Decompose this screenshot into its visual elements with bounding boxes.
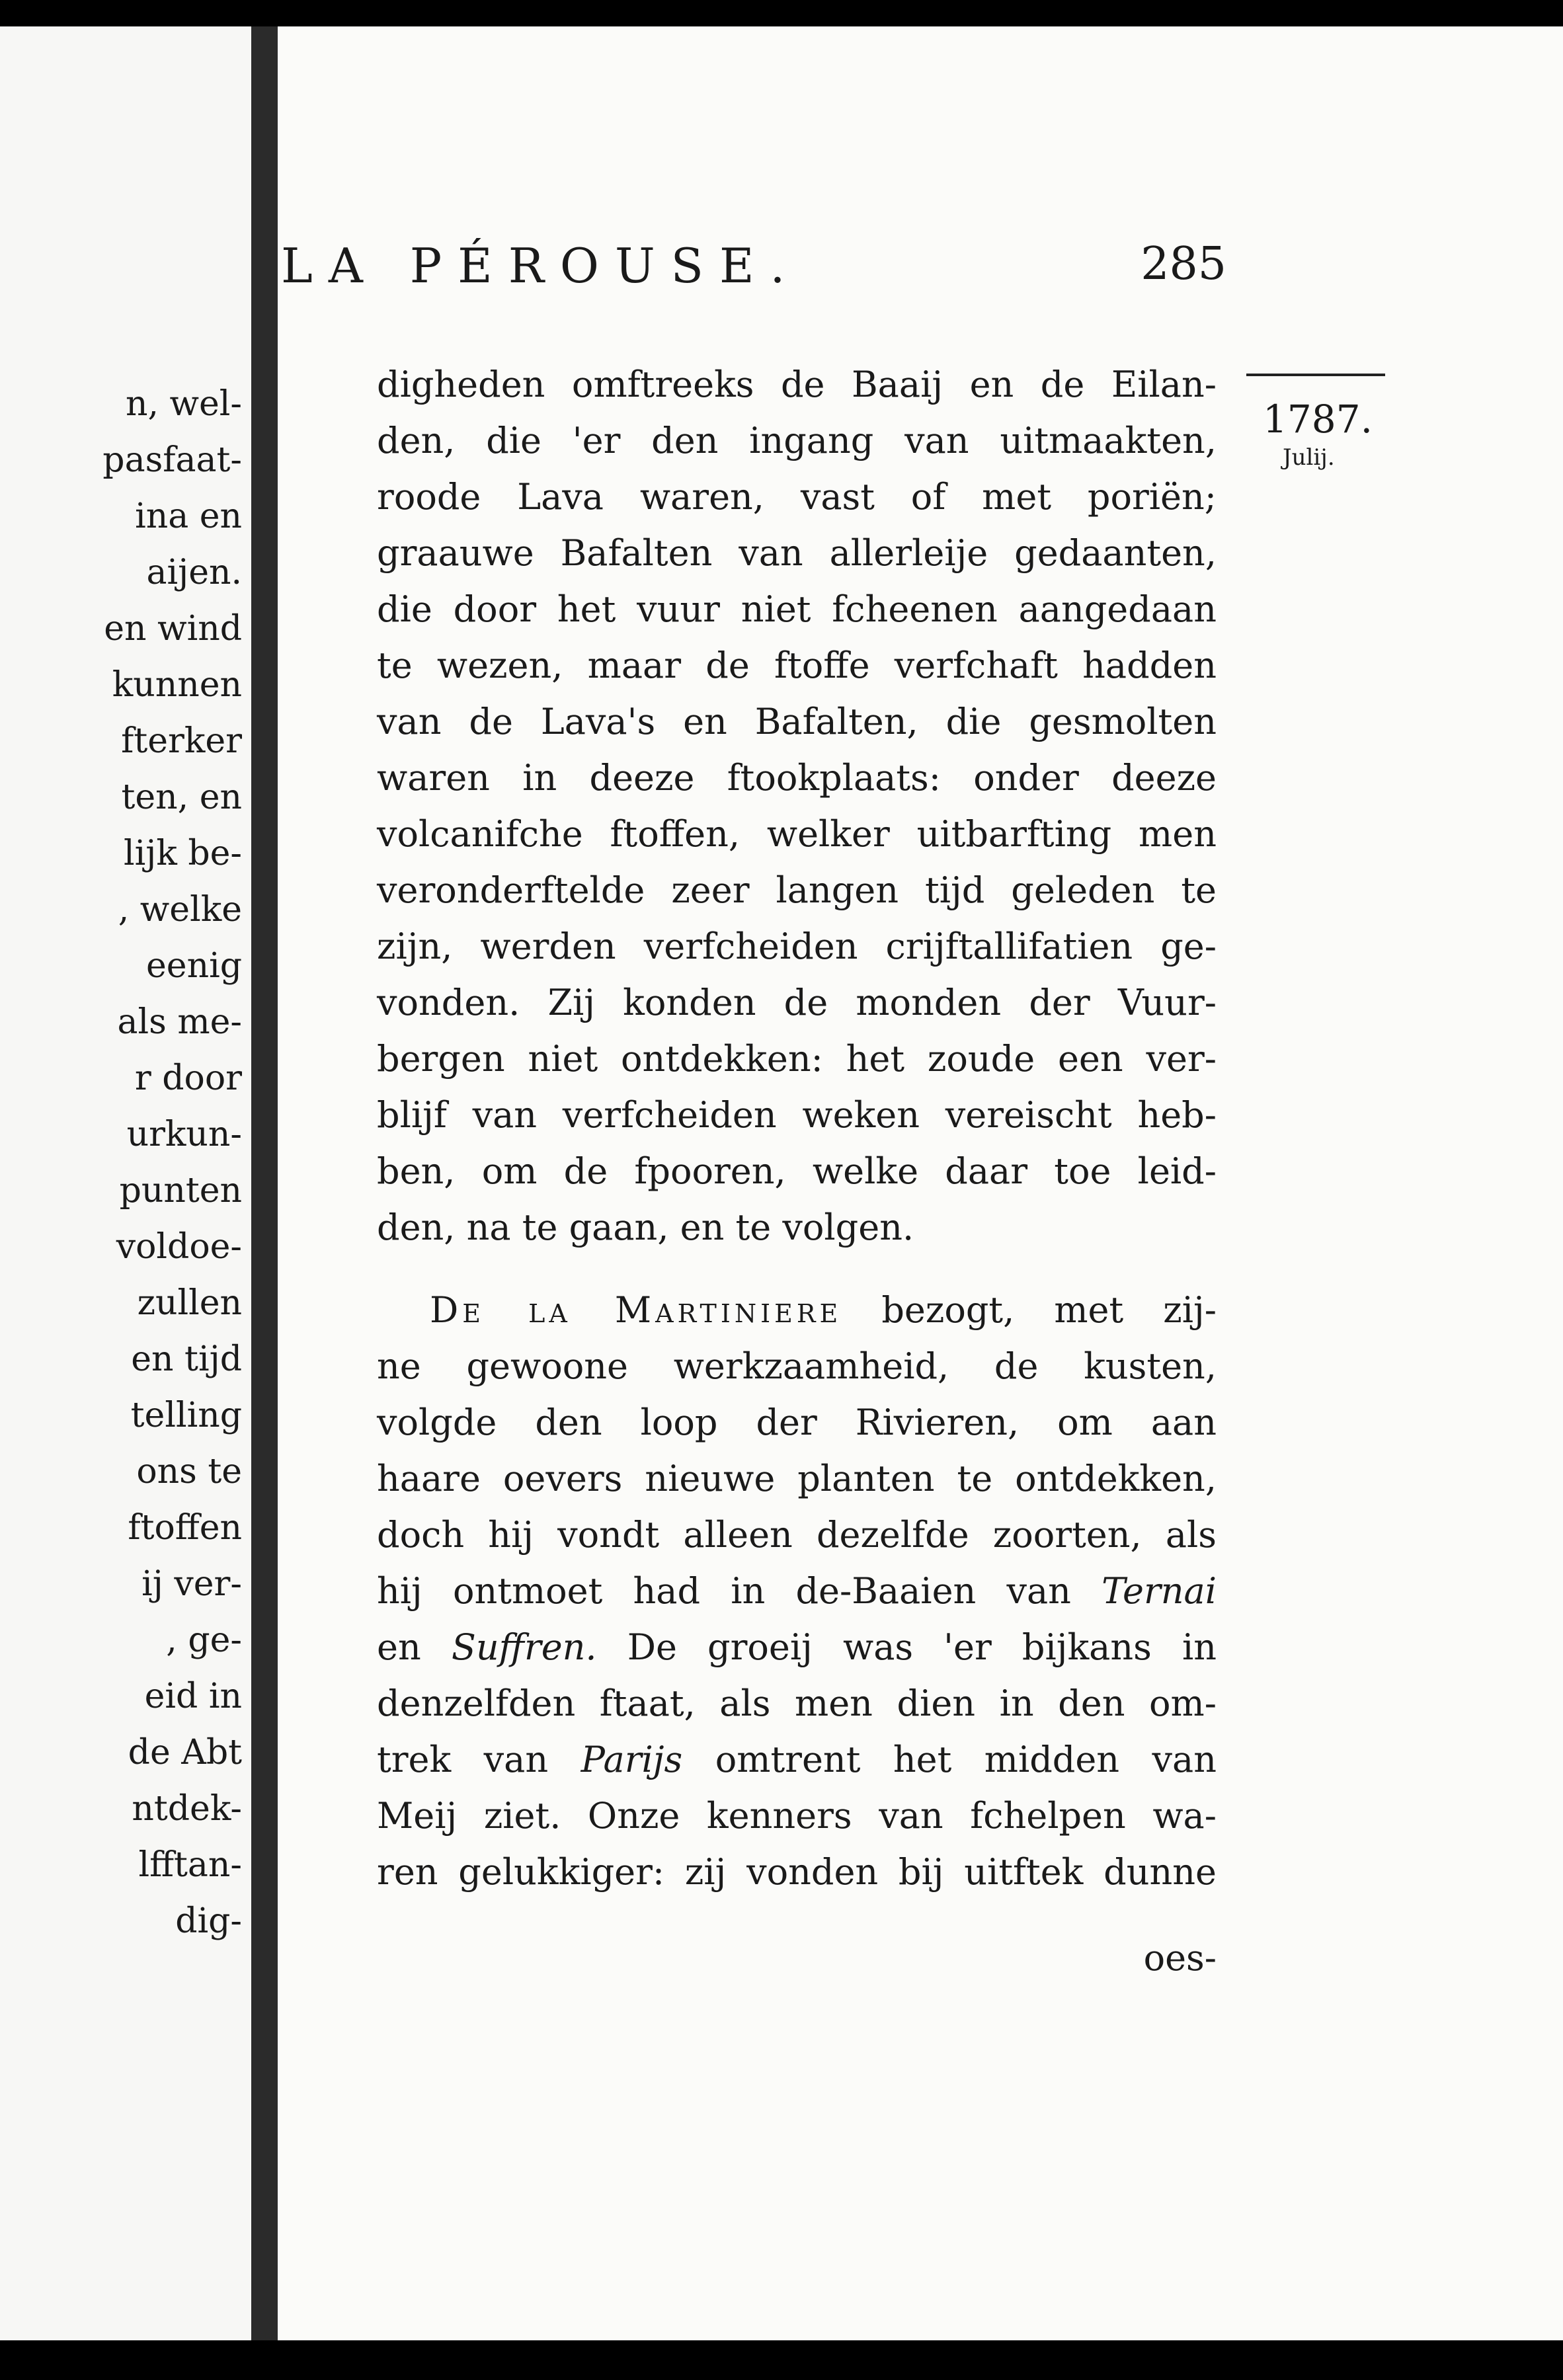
fragment-line: en tijd xyxy=(131,1339,242,1379)
fragment-line: , welke xyxy=(118,890,242,930)
text-line: Meij ziet. Onze kenners van fchelpen wa- xyxy=(377,1795,1217,1837)
fragment-line: aijen. xyxy=(146,553,242,592)
text-line: haare oevers nieuwe planten te ontdekken, xyxy=(377,1458,1217,1499)
text-line xyxy=(377,1739,1217,1780)
fragment-line: en wind xyxy=(104,609,242,649)
previous-page-fragment xyxy=(0,26,251,2340)
fragment-line: pasfaat- xyxy=(102,440,242,480)
fragment-line: kunnen xyxy=(112,665,242,705)
scan-border xyxy=(0,2340,1563,2380)
text-span: en xyxy=(377,1626,421,1668)
text-line: den, na te gaan, en te volgen. xyxy=(377,1207,914,1248)
text-line: ben, om de fpooren, welke daar toe leid- xyxy=(377,1150,1217,1192)
text-line: doch hij vondt alleen dezelfde zoorten, als xyxy=(377,1514,1217,1556)
place-name: Ternai xyxy=(1102,1570,1217,1612)
page-number: 285 xyxy=(1141,238,1226,290)
fragment-line: lijk be- xyxy=(123,834,242,873)
running-head: LA PÉROUSE. xyxy=(281,238,801,294)
text-line: den, die 'er den ingang van uitmaakten, xyxy=(377,420,1217,461)
fragment-line: urkun- xyxy=(126,1115,242,1154)
text-line: volcanifche ftoffen, welker uitbarfting men xyxy=(377,813,1217,855)
fragment-line: fterker xyxy=(121,721,242,761)
text-span: bezogt, met zij- xyxy=(881,1289,1217,1331)
text-span: De groeij was 'er bijkans in xyxy=(627,1626,1217,1668)
book-gutter xyxy=(251,26,278,2340)
fragment-line: n, wel- xyxy=(125,384,242,424)
text-line: denzelfden ftaat, als men dien in den om- xyxy=(377,1683,1217,1724)
text-span: trek van xyxy=(377,1739,549,1780)
text-line: waren in deeze ftookplaats: onder deeze xyxy=(377,757,1217,799)
page-header xyxy=(281,238,1226,317)
fragment-line: voldoe- xyxy=(116,1227,242,1267)
text-line: veronderftelde zeer langen tijd geleden te xyxy=(377,869,1217,911)
person-name: De la Martiniere xyxy=(430,1289,842,1331)
text-line: vonden. Zij konden de monden der Vuur- xyxy=(377,982,1217,1023)
text-line: bergen niet ontdekken: het zoude een ver- xyxy=(377,1038,1217,1080)
fragment-line: telling xyxy=(130,1396,242,1435)
fragment-line: r door xyxy=(134,1058,242,1098)
catchword: oes- xyxy=(1143,1937,1217,1979)
text-line xyxy=(430,1289,1217,1331)
text-line: zijn, werden verfcheiden crijftallifatien ge- xyxy=(377,926,1217,967)
text-span: omtrent het midden van xyxy=(715,1739,1217,1780)
place-name: Suffren. xyxy=(451,1626,597,1668)
fragment-line: ten, en xyxy=(121,777,242,817)
margin-note-year: 1787. xyxy=(1263,397,1373,442)
fragment-line: eenig xyxy=(146,946,242,986)
fragment-line: de Abt xyxy=(128,1733,242,1772)
margin-rule xyxy=(1246,374,1385,376)
text-line xyxy=(377,1570,1217,1612)
text-line: ren gelukkiger: zij vonden bij uitftek dunne xyxy=(377,1851,1217,1893)
text-span: hij ontmoet had in de-Baaien van xyxy=(377,1570,1071,1612)
fragment-line: ij ver- xyxy=(141,1564,242,1604)
fragment-line: zullen xyxy=(137,1283,242,1323)
place-name: Parijs xyxy=(581,1739,683,1780)
fragment-line: als me- xyxy=(117,1002,242,1042)
text-line: van de Lava's en Bafalten, die gesmolten xyxy=(377,701,1217,742)
fragment-line: eid in xyxy=(144,1677,242,1716)
text-line: volgde den loop der Rivieren, om aan xyxy=(377,1402,1217,1443)
text-line: roode Lava waren, vast of met poriën; xyxy=(377,476,1217,518)
fragment-line: ons te xyxy=(136,1452,242,1491)
text-line: te wezen, maar de ftoffe verfchaft hadden xyxy=(377,645,1217,686)
text-line: digheden omftreeks de Baaij en de Eilan- xyxy=(377,364,1217,405)
fragment-line: punten xyxy=(119,1171,242,1210)
fragment-line: lfftan- xyxy=(138,1845,242,1885)
text-line: blijf van verfcheiden weken vereischt heb- xyxy=(377,1094,1217,1136)
text-line: graauwe Bafalten van allerleije gedaanten, xyxy=(377,532,1217,574)
text-line xyxy=(377,1626,1217,1668)
fragment-line: , ge- xyxy=(166,1620,242,1660)
fragment-line: dig- xyxy=(175,1901,242,1941)
text-line: ne gewoone werkzaamheid, de kusten, xyxy=(377,1345,1217,1387)
fragment-line: ftoffen xyxy=(128,1508,242,1548)
fragment-line: ina en xyxy=(135,496,242,536)
text-line: die door het vuur niet fcheenen aangedaan xyxy=(377,588,1217,630)
fragment-line: ntdek- xyxy=(132,1789,242,1829)
margin-note-month: Julij. xyxy=(1283,444,1335,471)
